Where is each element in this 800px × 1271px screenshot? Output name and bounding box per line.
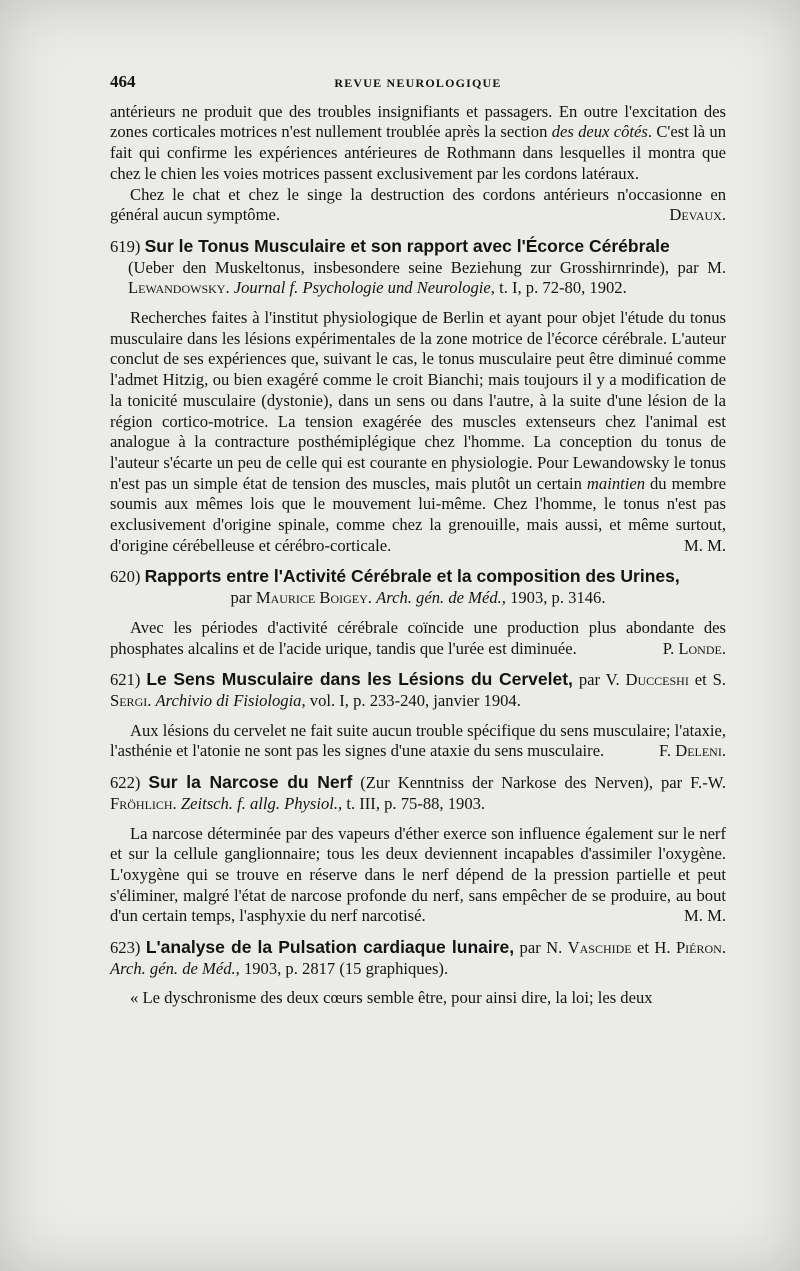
signature: F. Deleni. xyxy=(659,741,726,761)
entry-title: 619) Sur le Tonus Musculaire et son rapport avec l'Écorce Cérébrale xyxy=(110,235,670,256)
entry-title: 621) Le Sens Musculaire dans les Lésions du Cervelet, par V. Ducceshi et S. Sergi. Archivio di Fisiologia, vol. I, p. 233-240, janvier 1904. xyxy=(110,669,726,710)
entry-title: 620) Rapports entre l'Activité Cérébrale et la composition des Urines, xyxy=(110,566,680,587)
entry-body: Aux lésions du cervelet ne fait suite aucun trouble spécifique du sens musculaire; l'ataxie, l'asthénie et l'atonie ne sont pas les signes d'une ataxie du sens musculaire. F. Deleni. xyxy=(110,720,726,761)
signature: M. M. xyxy=(684,535,726,555)
signature: M. M. xyxy=(684,906,726,926)
intro-continuation xyxy=(110,102,726,226)
running-header xyxy=(110,72,726,94)
entry-body: La narcose déterminée par des vapeurs d'éther exerce son influence également sur le nerf et sur la cellule ganglionnaire; tous les deux deviennent incapables d'assimiler l'oxygène. L'oxygène qui se trouve en réserve dans le nerf dépend de la pression partielle et peut s'éliminer, malgré l'état de narcose profonde du nerf, sans empêcher de se produire, au bout d'un certain temps, l'asphyxie du nerf narcotisé. M. M. xyxy=(110,823,726,926)
entry-title: 622) Sur la Narcose du Nerf (Zur Kenntniss der Narkose des Nerven), par F.-W. Fröhlich. Zeitsch. f. allg. Physiol., t. III, p. 75-88, 1903. xyxy=(110,772,727,813)
intro-paragraph-2: Chez le chat et chez le singe la destruction des cordons antérieurs n'occasionne en général aucun symptôme. Devaux. xyxy=(110,184,726,225)
signature: P. Londe. xyxy=(662,638,726,658)
page-number: 464 xyxy=(110,72,136,91)
entry-body: « Le dyschronisme des deux cœurs semble être, pour ainsi dire, la loi; les deux xyxy=(130,988,653,1008)
entry-body: Avec les périodes d'activité cérébrale coïncide une production plus abondante des phosphates alcalins et de l'acide urique, tandis que l'urée est diminuée. P. Londe. xyxy=(110,617,726,658)
signature: Devaux. xyxy=(669,205,726,225)
intro-paragraph-1: antérieurs ne produit que des troubles insignifiants et passagers. En outre l'excitation des zones corticales motrices n'est nullement troublée après la section des deux côtés. C'est là un fait qui confirme les expériences antérieures de Rothmann dans lesquelles il montra que chez le chien les voies motrices passent exclusivement par les cordons latéraux. xyxy=(110,101,726,183)
text-column xyxy=(110,72,726,1009)
entry-citation: (Ueber den Muskeltonus, insbesondere seine Beziehung zur Grosshirnrinde), par M. Lewandowsky. Journal f. Psychologie und Neurologie, t. I, p. 72-80, 1902. xyxy=(128,257,726,298)
entry-title: 623) L'analyse de la Pulsation cardiaque lunaire, par N. Vaschide et H. Piéron. Arch. gén. de Méd., 1903, p. 2817 (15 graphiques). xyxy=(110,937,726,978)
entry-623 xyxy=(110,937,726,1009)
entry-citation: par Maurice Boigey. Arch. gén. de Méd., 1903, p. 3146. xyxy=(230,588,606,608)
entry-621 xyxy=(110,669,726,762)
entry-619 xyxy=(110,236,726,557)
entry-620 xyxy=(110,566,726,659)
entry-body: Recherches faites à l'institut physiologique de Berlin et ayant pour objet l'étude du tonus musculaire dans les lésions expérimentales de la zone motrice de l'écorce cérébrale. L'auteur conclut de ses expériences que, suivant le cas, le tonus musculaire peut être diminué comme l'admet Hitzig, ou bien exagéré comme le croit Bianchi; mais toujours il y a modification de la tonicité musculaire (dystonie), dans un sens ou dans l'autre, à la suite d'une lésion de la région cortico-motrice. La tension exagérée des muscles extenseurs chez l'animal est analogue à la contracture posthémiplégique chez l'homme. La conception du tonus de l'auteur s'écarte un peu de celle qui est courante en physiologie. Pour Lewandowsky le tonus n'est pas un simple état de tension des muscles, mais plutôt un certain maintien du membre soumis aux mêmes lois que le mouvement lui-même. Chez l'homme, le tonus n'est pas exclusivement d'origine spinale, comme chez la grenouille, mais aussi, et même surtout, d'origine cérébelleuse et cérébro-corticale. M. M. xyxy=(110,308,726,555)
entry-622 xyxy=(110,772,726,927)
journal-title: REVUE NEUROLOGIQUE xyxy=(334,76,502,90)
